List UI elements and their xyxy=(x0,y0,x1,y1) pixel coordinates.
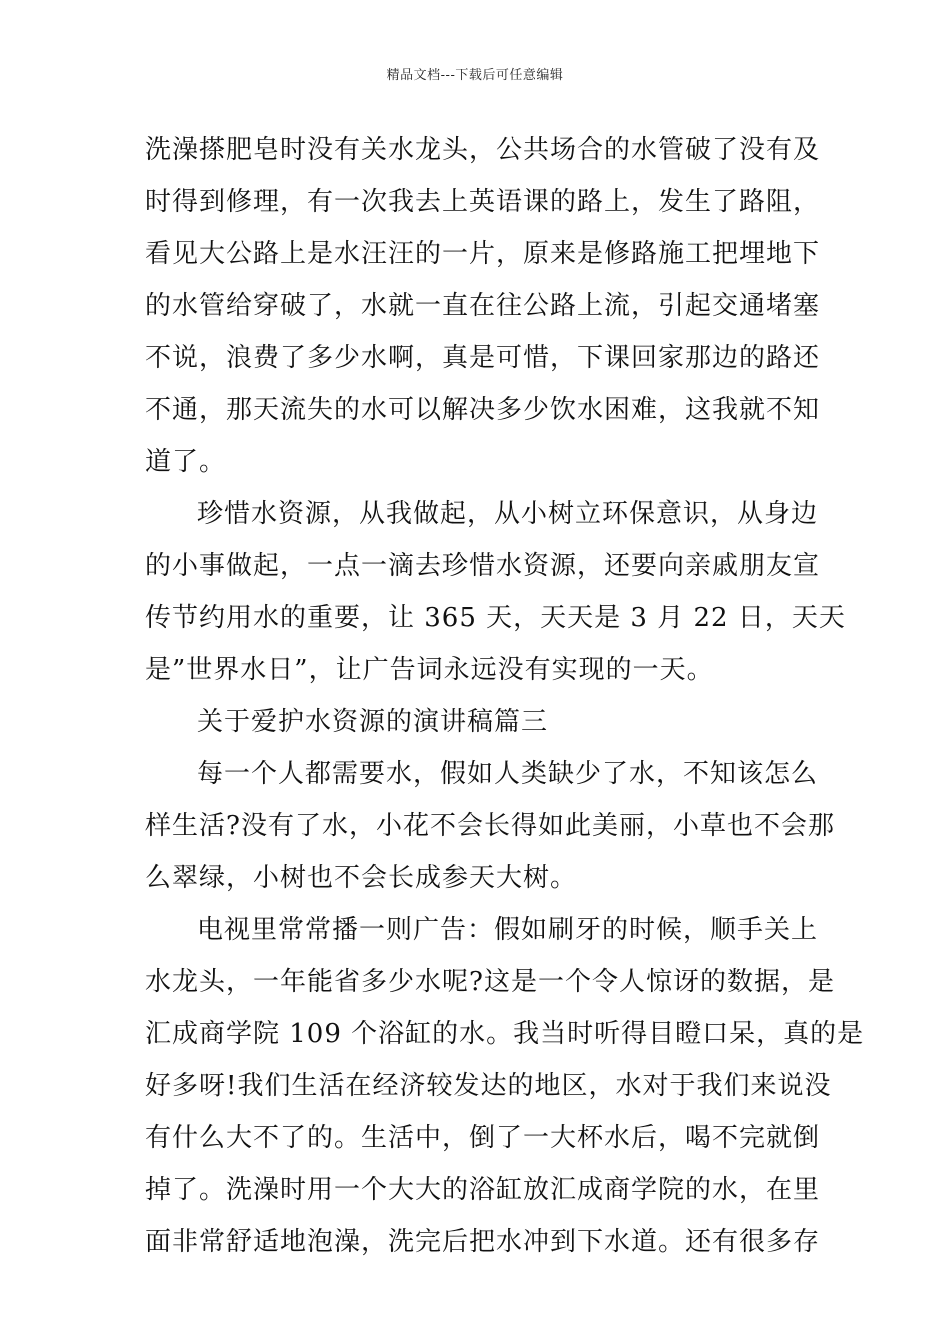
document-body xyxy=(145,124,865,1268)
text-line: 好多呀!我们生活在经济较发达的地区，水对于我们来说没 xyxy=(145,1071,832,1101)
text-line: 面非常舒适地泡澡，洗完后把水冲到下水道。还有很多存 xyxy=(145,1227,821,1257)
text-line: 掉了。洗澡时用一个大大的浴缸放汇成商学院的水，在里 xyxy=(145,1175,821,1205)
text-line: 不通，那天流失的水可以解决多少饮水困难，这我就不知 xyxy=(145,395,821,425)
paragraph-start-line: 电视里常常播一则广告：假如刷牙的时候，顺手关上 xyxy=(197,915,819,945)
text-line: 水龙头，一年能省多少水呢?这是一个令人惊讶的数据，是 xyxy=(145,967,835,997)
text-line: 看见大公路上是水汪汪的一片，原来是修路施工把埋地下 xyxy=(145,239,821,269)
text-line: 传节约用水的重要，让 365 天，天天是 3 月 22 日，天天 xyxy=(145,603,846,633)
paragraph-start-line: 珍惜水资源，从我做起，从小树立环保意识，从身边 xyxy=(197,499,819,529)
text-line: 么翠绿，小树也不会长成参天大树。 xyxy=(145,863,578,893)
page-header: 精品文档---下载后可任意编辑 xyxy=(386,68,564,83)
text-line: 时得到修理，有一次我去上英语课的路上，发生了路阻， xyxy=(145,187,821,217)
text-line: 不说，浪费了多少水啊，真是可惜，下课回家那边的路还 xyxy=(145,343,821,373)
text-line: 是”世界水日”，让广告词永远没有实现的一天。 xyxy=(145,655,714,685)
section-heading: 关于爱护水资源的演讲稿篇三 xyxy=(197,707,549,737)
text-line: 有什么大不了的。生活中，倒了一大杯水后，喝不完就倒 xyxy=(145,1123,821,1153)
paragraph-start-line: 每一个人都需要水，假如人类缺少了水，不知该怎么 xyxy=(197,759,819,789)
text-line: 的小事做起，一点一滴去珍惜水资源，还要向亲戚朋友宣 xyxy=(145,551,821,581)
text-line: 汇成商学院 109 个浴缸的水。我当时听得目瞪口呆，真的是 xyxy=(145,1019,865,1049)
text-line: 道了。 xyxy=(145,447,227,477)
text-line: 的水管给穿破了，水就一直在往公路上流，引起交通堵塞 xyxy=(145,291,821,321)
text-line: 洗澡搽肥皂时没有关水龙头，公共场合的水管破了没有及 xyxy=(145,135,821,165)
text-line: 样生活?没有了水，小花不会长得如此美丽，小草也不会那 xyxy=(145,811,835,841)
